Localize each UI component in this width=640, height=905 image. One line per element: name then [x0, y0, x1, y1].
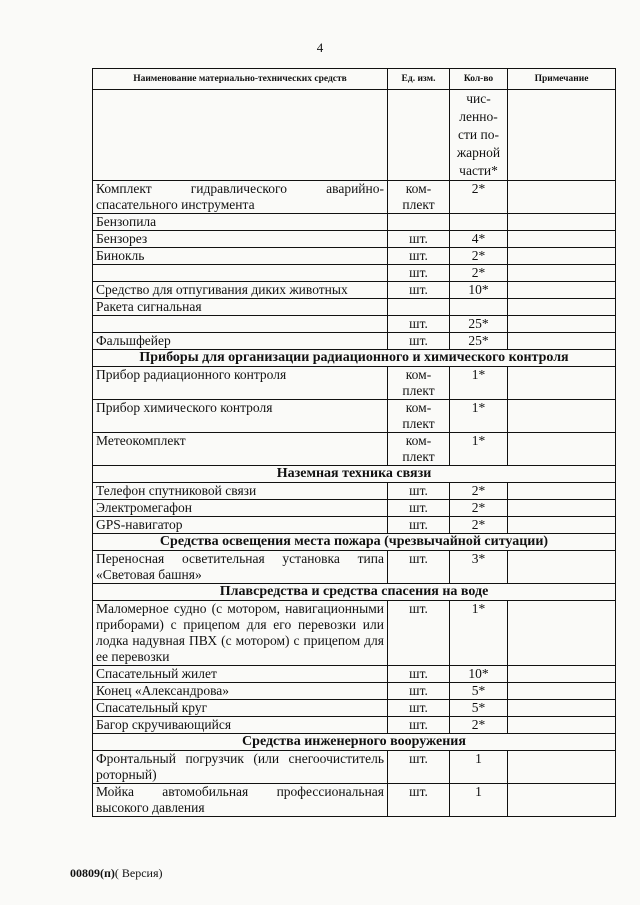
cell-name: Электромегафон	[93, 500, 388, 517]
cell-note	[508, 784, 616, 817]
cell-note	[508, 551, 616, 584]
cell-note	[508, 299, 616, 316]
cell-qty: 4*	[450, 231, 508, 248]
cell-name: Бензорез	[93, 231, 388, 248]
cell-qty: 3*	[450, 551, 508, 584]
cell-qty: 25*	[450, 333, 508, 350]
cell-note	[508, 666, 616, 683]
table-row	[93, 784, 616, 817]
table-row	[93, 333, 616, 350]
cell-qty: 2*	[450, 517, 508, 534]
cell-qty: 1	[450, 784, 508, 817]
qty-line: сти по-	[458, 127, 499, 142]
continuation-row	[93, 90, 616, 181]
cell-qty: 2*	[450, 717, 508, 734]
cell-unit: шт.	[388, 231, 450, 248]
cell-note	[508, 717, 616, 734]
table-row	[93, 517, 616, 534]
cell-name: Метеокомплект	[93, 433, 388, 466]
cell-name: Бензопила	[93, 214, 388, 231]
cell-note	[508, 683, 616, 700]
cell-note	[508, 265, 616, 282]
cell-qty: 10*	[450, 282, 508, 299]
cell-note	[508, 90, 616, 181]
cell-unit: шт.	[388, 500, 450, 517]
cell-unit: шт.	[388, 333, 450, 350]
cell-note	[508, 333, 616, 350]
cell-unit: шт.	[388, 601, 450, 666]
section-title: Приборы для организации радиационного и химического контроля	[93, 350, 616, 367]
table-row	[93, 231, 616, 248]
qty-line: части*	[459, 163, 498, 178]
section-header-row	[93, 734, 616, 751]
cell-name: Конец «Александрова»	[93, 683, 388, 700]
cell-unit: шт.	[388, 666, 450, 683]
cell-qty: 1*	[450, 601, 508, 666]
table-row	[93, 601, 616, 666]
cell-qty	[450, 214, 508, 231]
cell-qty: 25*	[450, 316, 508, 333]
section-header-row	[93, 584, 616, 601]
cell-unit: шт.	[388, 683, 450, 700]
section-title: Наземная техника связи	[93, 466, 616, 483]
cell-name: Средство для отпугивания диких животных	[93, 282, 388, 299]
cell-unit	[388, 299, 450, 316]
cell-note	[508, 248, 616, 265]
qty-line: чис-	[466, 91, 491, 106]
table-row	[93, 551, 616, 584]
cell-name: Прибор радиационного контроля	[93, 367, 388, 400]
table-row	[93, 248, 616, 265]
cell-note	[508, 433, 616, 466]
cell-unit: ком-плект	[388, 433, 450, 466]
cell-unit: шт.	[388, 717, 450, 734]
cell-unit: ком-плект	[388, 400, 450, 433]
cell-note	[508, 700, 616, 717]
table-row	[93, 666, 616, 683]
cell-qty: 1*	[450, 367, 508, 400]
section-header-row	[93, 350, 616, 367]
cell-qty	[450, 299, 508, 316]
table-row	[93, 299, 616, 316]
table-row	[93, 181, 616, 214]
cell-unit: шт.	[388, 700, 450, 717]
cell-unit: шт.	[388, 483, 450, 500]
cell-qty: 2*	[450, 181, 508, 214]
cell-note	[508, 483, 616, 500]
header-unit: Ед. изм.	[388, 69, 450, 90]
cell-name: GPS-навигатор	[93, 517, 388, 534]
cell-note	[508, 751, 616, 784]
cell-unit: ком-плект	[388, 367, 450, 400]
section-title: Средства освещения места пожара (чрезвычайной ситуации)	[93, 534, 616, 551]
table-row	[93, 367, 616, 400]
cell-note	[508, 231, 616, 248]
cell-qty: 1*	[450, 433, 508, 466]
qty-line: ленно-	[459, 109, 498, 124]
materials-table	[92, 68, 616, 817]
cell-name: Багор скручивающийся	[93, 717, 388, 734]
table-row	[93, 700, 616, 717]
header-note: Примечание	[508, 69, 616, 90]
cell-name: Бинокль	[93, 248, 388, 265]
cell-qty: 2*	[450, 265, 508, 282]
table-row	[93, 717, 616, 734]
table-row	[93, 751, 616, 784]
cell-note	[508, 367, 616, 400]
cell-name: Фальшфейер	[93, 333, 388, 350]
table-row	[93, 316, 616, 333]
cell-note	[508, 601, 616, 666]
cell-note	[508, 214, 616, 231]
qty-line: жарной	[456, 145, 501, 160]
cell-unit: шт.	[388, 248, 450, 265]
cell-qty: 1*	[450, 400, 508, 433]
cell-name: Фронтальный погрузчик (или снегоочиститель роторный)	[93, 751, 388, 784]
cell-name: Ракета сигнальная	[93, 299, 388, 316]
cell-unit: шт.	[388, 751, 450, 784]
page-number: 4	[316, 40, 324, 55]
cell-qty: 2*	[450, 483, 508, 500]
document-footer	[70, 866, 163, 881]
cell-name	[93, 90, 388, 181]
table-row	[93, 683, 616, 700]
table-row	[93, 282, 616, 299]
cell-qty: 10*	[450, 666, 508, 683]
section-title: Средства инженерного вооружения	[93, 734, 616, 751]
table-row	[93, 500, 616, 517]
cell-unit: ком-плект	[388, 181, 450, 214]
cell-unit: шт.	[388, 282, 450, 299]
materials-table-container	[92, 68, 615, 817]
cell-name: Спасательный жилет	[93, 666, 388, 683]
cell-qty: 2*	[450, 248, 508, 265]
cell-unit	[388, 90, 450, 181]
cell-unit: шт.	[388, 265, 450, 282]
cell-note	[508, 500, 616, 517]
cell-qty: 1	[450, 751, 508, 784]
cell-name: Прибор химического контроля	[93, 400, 388, 433]
cell-name: Переносная осветительная установка типа «Световая башня»	[93, 551, 388, 584]
document-version: ( Версия)	[114, 866, 163, 880]
table-header-row	[93, 69, 616, 90]
section-header-row	[93, 534, 616, 551]
table-row	[93, 483, 616, 500]
section-title: Плавсредства и средства спасения на воде	[93, 584, 616, 601]
cell-unit: шт.	[388, 551, 450, 584]
cell-unit: шт.	[388, 517, 450, 534]
cell-note	[508, 517, 616, 534]
cell-note	[508, 316, 616, 333]
cell-name: Комплект гидравлического аварийно-спасательного инструмента	[93, 181, 388, 214]
cell-qty: 2*	[450, 500, 508, 517]
cell-name	[93, 265, 388, 282]
section-header-row	[93, 466, 616, 483]
cell-qty	[450, 90, 508, 181]
cell-note	[508, 400, 616, 433]
cell-name: Спасательный круг	[93, 700, 388, 717]
cell-name: Маломерное судно (с мотором, навигационными приборами) с прицепом для его перевозки или лодка надувная ПВХ (с мотором) с прицепом для ее перевозки	[93, 601, 388, 666]
cell-note	[508, 181, 616, 214]
cell-unit: шт.	[388, 784, 450, 817]
document-code: 00809(п)	[70, 866, 115, 880]
cell-qty: 5*	[450, 683, 508, 700]
table-row	[93, 400, 616, 433]
cell-name	[93, 316, 388, 333]
cell-qty: 5*	[450, 700, 508, 717]
cell-name: Мойка автомобильная профессиональная высокого давления	[93, 784, 388, 817]
table-row	[93, 265, 616, 282]
cell-name: Телефон спутниковой связи	[93, 483, 388, 500]
cell-note	[508, 282, 616, 299]
cell-unit	[388, 214, 450, 231]
header-qty: Кол-во	[450, 69, 508, 90]
table-row	[93, 214, 616, 231]
cell-unit: шт.	[388, 316, 450, 333]
table-row	[93, 433, 616, 466]
header-name: Наименование материально-технических средств	[93, 69, 388, 90]
